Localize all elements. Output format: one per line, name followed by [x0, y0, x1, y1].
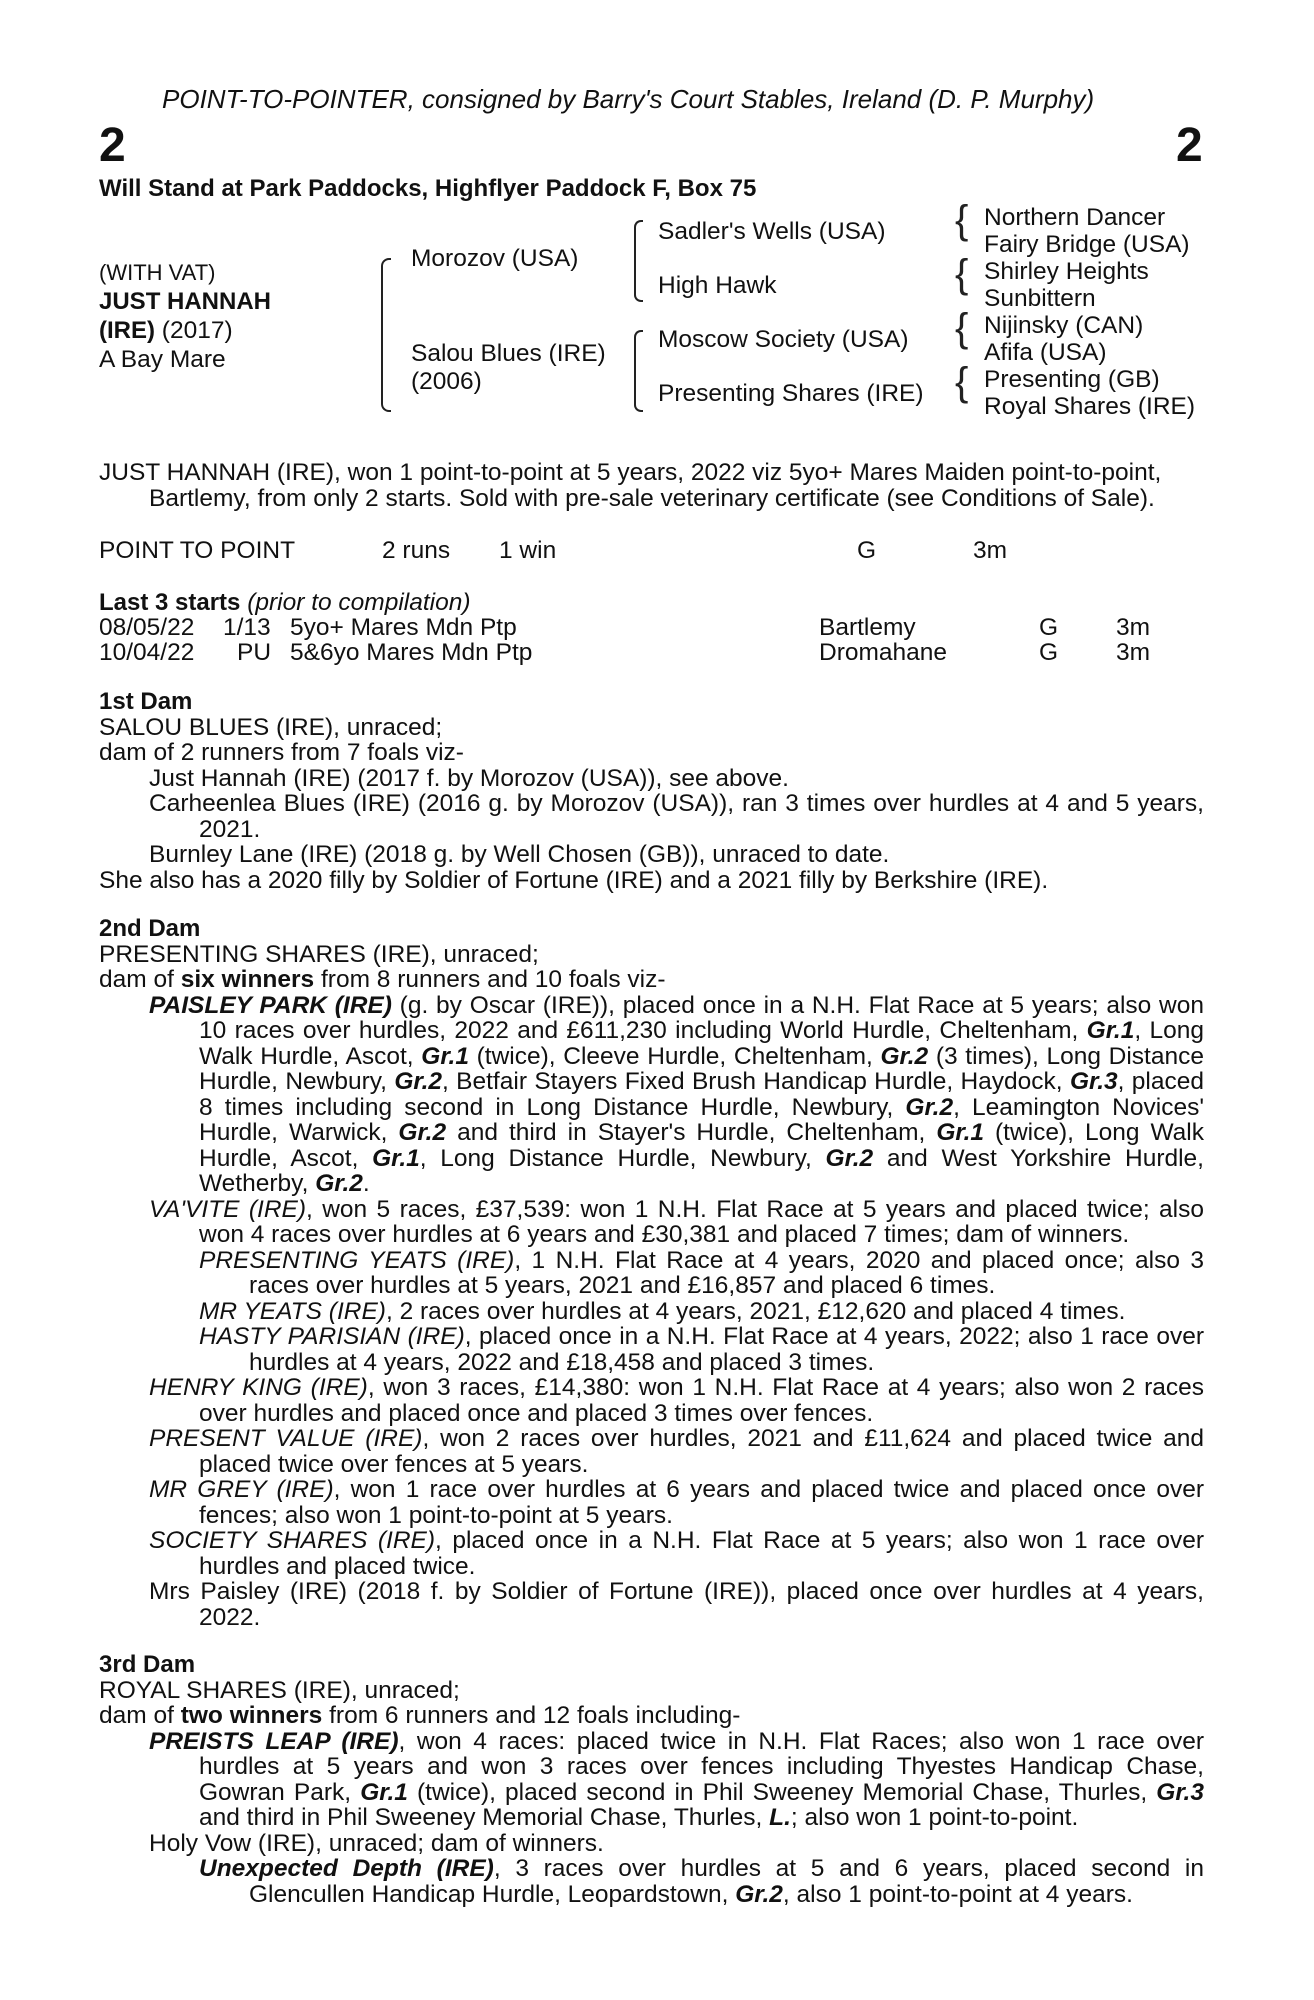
produce-entry: Unexpected Depth (IRE), 3 races over hurdles at 5 and 6 years, placed second in Glencullen Handicap Hurdle, Leopardstown, Gr.2, also 1 point-to-point at 4 years. — [199, 1855, 1204, 1908]
sire-dam: High Hawk — [658, 272, 777, 299]
dam-brace — [634, 330, 643, 412]
produce-entry: Holy Vow (IRE), unraced; dam of winners. — [149, 1829, 604, 1857]
horse-name: PRESENT VALUE (IRE) — [149, 1425, 423, 1452]
summary-line1: JUST HANNAH (IRE), won 1 point-to-point at 5 years, 2022 viz 5yo+ Mares Maiden point-to-point, — [99, 459, 1162, 486]
lot-number-right: 2 — [1176, 119, 1203, 172]
sire-sire: Sadler's Wells (USA) — [658, 218, 886, 245]
horse-name: MR GREY (IRE) — [149, 1476, 334, 1503]
produce-entry: PRESENTING YEATS (IRE), 1 N.H. Flat Race at 4 years, 2020 and placed once; also 3 races over hurdles at 5 years, 2021 and £16,857 and placed 6 times. — [199, 1246, 1204, 1299]
sire: Morozov (USA) — [411, 245, 579, 272]
horse-name: PREISTS LEAP (IRE) — [149, 1727, 399, 1755]
winners-count: two winners — [180, 1702, 323, 1729]
vat-note: (WITH VAT) — [99, 260, 216, 285]
dam-sire-dam: Afifa (USA) — [984, 339, 1107, 366]
brace-3d: { — [955, 360, 969, 404]
start-date: 10/04/22 — [99, 639, 195, 666]
horse-year: (2017) — [155, 317, 233, 344]
horse-name: VA'VITE (IRE) — [149, 1195, 307, 1223]
produce-entry: HASTY PARISIAN (IRE), placed once in a N.H. Flat Race at 4 years, 2022; also 1 race over hurdles at 4 years, 2022 and £18,458 and placed 3 times. — [199, 1323, 1204, 1376]
start-date: 08/05/22 — [99, 614, 195, 641]
first-dam-section — [99, 689, 1204, 893]
produce-entry: Just Hannah (IRE) (2017 f. by Morozov (USA)), see above. — [149, 764, 789, 792]
horse-name: PRESENTING YEATS (IRE) — [199, 1246, 515, 1274]
start-distance: 3m — [1116, 639, 1151, 666]
dam-dam: Presenting Shares (IRE) — [658, 380, 924, 407]
dam-sire-sire: Nijinsky (CAN) — [984, 312, 1144, 339]
stand-location: Will Stand at Park Paddocks, Highflyer Paddock F, Box 75 — [99, 175, 757, 202]
produce-entry: PREISTS LEAP (IRE), won 4 races: placed twice in N.H. Flat Races; also won 1 race over hurdles at 5 years and won 3 races over fences including Thyestes Handicap Chase, Gowran Park, Gr.1 (twice), placed second in Phil Sweeney Memorial Chase, Thurles, Gr.3 and third in Phil Sweeney Memorial Chase, Thurles, L.; also won 1 point-to-point. — [149, 1727, 1204, 1831]
third-dam-section — [99, 1652, 1204, 1907]
ptp-wins: 1 win — [499, 537, 557, 564]
consignment-line: POINT-TO-POINTER, consigned by Barry's Court Stables, Ireland (D. P. Murphy) — [162, 84, 1095, 114]
produce-entry: SOCIETY SHARES (IRE), placed once in a N.H. Flat Race at 5 years; also won 1 race over hurdles and placed twice. — [149, 1527, 1204, 1580]
produce-entry: HENRY KING (IRE), won 3 races, £14,380: won 1 N.H. Flat Race at 4 years; also won 2 races over hurdles and placed once and placed 3 times over fences. — [149, 1374, 1204, 1427]
start-position: PU — [237, 639, 272, 666]
produce-entry: Burnley Lane (IRE) (2018 g. by Well Chosen (GB)), unraced to date. — [149, 841, 890, 868]
produce-entry: PAISLEY PARK (IRE) (g. by Oscar (IRE)), placed once in a N.H. Flat Race at 5 years; also won 10 races over hurdles, 2022 and £611,230 including World Hurdle, Cheltenham, Gr.1, Long Walk Hurdle, Ascot, Gr.1 (twice), Cleeve Hurdle, Cheltenham, Gr.2 (3 times), Long Distance Hurdle, Newbury, Gr.2, Betfair Stayers Fixed Brush Handicap Hurdle, Haydock, Gr.3, placed 8 times including second in Long Distance Hurdle, Newbury, Gr.2, Leamington Novices' Hurdle, Warwick, Gr.2 and third in Stayer's Hurdle, Cheltenham, Gr.1 (twice), Long Walk Hurdle, Ascot, Gr.1, Long Distance Hurdle, Newbury, Gr.2 and West Yorkshire Hurdle, Wetherby, Gr.2. — [149, 991, 1204, 1197]
dam-sire: Moscow Society (USA) — [658, 326, 909, 353]
sire-dam-sire: Shirley Heights — [984, 258, 1149, 285]
third-dam-line: ROYAL SHARES (IRE), unraced; — [99, 1676, 460, 1704]
produce-entry: Carheenlea Blues (IRE) (2016 g. by Morozov (USA)), ran 3 times over hurdles at 4 and 5 years, 2021. — [149, 790, 1204, 843]
third-dam-title: 3rd Dam — [99, 1651, 196, 1678]
last-starts-title: Last 3 starts — [99, 589, 241, 616]
ptp-going: G — [857, 537, 877, 564]
brace-3a: { — [955, 198, 969, 242]
start-going: G — [1039, 639, 1059, 666]
first-dam-produce: dam of 2 runners from 7 foals viz- — [99, 739, 464, 766]
dam-line2: (2006) — [411, 368, 482, 395]
main-brace — [381, 258, 391, 412]
start-course: Dromahane — [819, 639, 948, 666]
horse-name: JUST HANNAH — [99, 288, 272, 315]
second-dam-produce: dam of six winners from 8 runners and 10 foals viz- — [99, 966, 666, 993]
ptp-distance: 3m — [973, 537, 1008, 564]
horse-name: SOCIETY SHARES (IRE) — [149, 1527, 436, 1554]
horse-identity — [99, 258, 271, 374]
produce-entry: Mrs Paisley (IRE) (2018 f. by Soldier of Fortune (IRE)), placed once over hurdles at 4 years, 2022. — [149, 1578, 1204, 1631]
horse-name: HENRY KING (IRE) — [149, 1374, 368, 1401]
produce-entry: VA'VITE (IRE), won 5 races, £37,539: won 1 N.H. Flat Race at 5 years and placed twice; also won 4 races over hurdles at 6 years and £30,381 and placed 7 times; dam of winners. — [149, 1195, 1204, 1248]
summary-line2: Bartlemy, from only 2 starts. Sold with pre-sale veterinary certificate (see Conditions of Sale). — [149, 484, 1155, 512]
sire-dam-dam: Sunbittern — [984, 285, 1096, 312]
first-dam-note: She also has a 2020 filly by Soldier of Fortune (IRE) and a 2021 filly by Berkshire (IRE). — [99, 866, 1049, 894]
produce-entry: MR YEATS (IRE), 2 races over hurdles at 4 years, 2021, £12,620 and placed 4 times. — [199, 1297, 1126, 1325]
start-distance: 3m — [1116, 614, 1151, 641]
second-dam-title: 2nd Dam — [99, 915, 201, 942]
start-course: Bartlemy — [819, 614, 916, 641]
start-going: G — [1039, 614, 1059, 641]
second-dam-section — [99, 916, 1204, 1630]
dam-line1: Salou Blues (IRE) — [411, 340, 606, 367]
horse-name: Unexpected Depth (IRE) — [199, 1855, 494, 1882]
ptp-runs: 2 runs — [382, 537, 451, 564]
horse-description: A Bay Mare — [99, 346, 226, 373]
horse-name: PAISLEY PARK (IRE) — [149, 991, 392, 1019]
start-race: 5yo+ Mares Mdn Ptp — [290, 614, 517, 641]
brace-3b: { — [955, 252, 969, 296]
brace-3c: { — [955, 306, 969, 350]
lot-number-left: 2 — [99, 119, 126, 172]
sire-brace — [634, 220, 643, 302]
sire-sire-sire: Northern Dancer — [984, 204, 1166, 231]
produce-entry: MR GREY (IRE), won 1 race over hurdles at 6 years and placed twice and placed once over fences; also won 1 point-to-point at 5 years. — [149, 1476, 1204, 1529]
winners-count: six winners — [180, 966, 315, 993]
horse-country: (IRE) — [99, 317, 155, 344]
start-race: 5&6yo Mares Mdn Ptp — [290, 639, 533, 666]
second-dam-line: PRESENTING SHARES (IRE), unraced; — [99, 940, 539, 968]
first-dam-title: 1st Dam — [99, 688, 193, 715]
produce-entry: PRESENT VALUE (IRE), won 2 races over hurdles, 2021 and £11,624 and placed twice and placed twice over fences at 5 years. — [149, 1425, 1205, 1478]
dam-dam-sire: Presenting (GB) — [984, 366, 1160, 393]
start-position: 1/13 — [223, 614, 271, 641]
ptp-label: POINT TO POINT — [99, 537, 296, 564]
horse-name: HASTY PARISIAN (IRE) — [199, 1323, 465, 1350]
summary — [99, 460, 1204, 511]
horse-name: MR YEATS (IRE) — [199, 1297, 386, 1325]
first-dam-line: SALOU BLUES (IRE), unraced; — [99, 713, 443, 741]
dam-dam-dam: Royal Shares (IRE) — [984, 393, 1196, 420]
sire-sire-dam: Fairy Bridge (USA) — [984, 231, 1190, 258]
last-starts-note: (prior to compilation) — [240, 589, 471, 616]
third-dam-produce: dam of two winners from 6 runners and 12 foals including- — [99, 1702, 741, 1729]
